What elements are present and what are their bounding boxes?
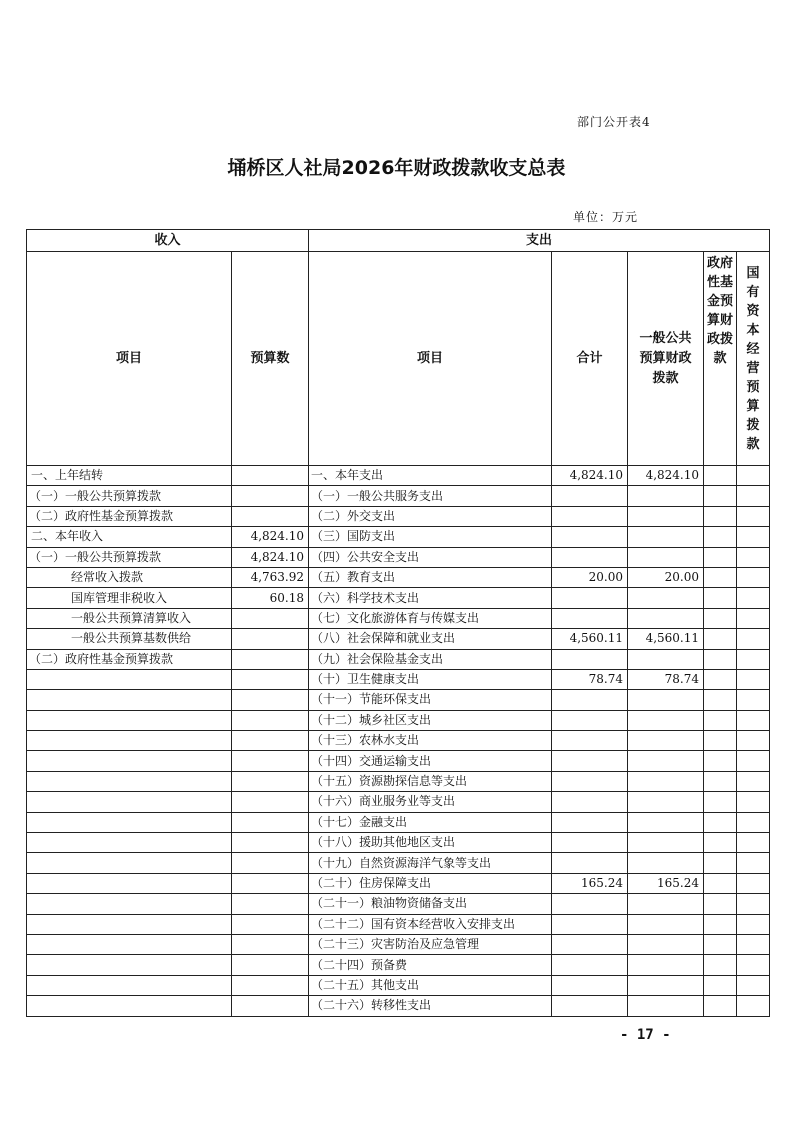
table-row	[27, 486, 770, 506]
expense-general-budget	[628, 771, 704, 791]
expense-item: （二十一）粮油物资储备支出	[309, 894, 552, 914]
income-item: （一）一般公共预算拨款	[27, 486, 232, 506]
income-item	[27, 996, 232, 1016]
income-item	[27, 853, 232, 873]
income-amount	[232, 690, 309, 710]
expense-gov-fund	[704, 466, 737, 486]
expense-general-budget	[628, 547, 704, 567]
expense-gov-fund	[704, 486, 737, 506]
income-amount	[232, 873, 309, 893]
general-budget-header: 一般公共预算财政拨款	[628, 252, 704, 466]
expense-state-capital	[737, 588, 770, 608]
income-item	[27, 690, 232, 710]
income-amount	[232, 608, 309, 628]
expense-gov-fund	[704, 588, 737, 608]
expense-general-budget	[628, 608, 704, 628]
expense-total	[552, 506, 628, 526]
table-row	[27, 547, 770, 567]
expense-item: （六）科学技术支出	[309, 588, 552, 608]
expense-gov-fund	[704, 996, 737, 1016]
budget-table	[26, 229, 770, 1017]
expense-state-capital	[737, 690, 770, 710]
expense-total	[552, 771, 628, 791]
expense-general-budget	[628, 934, 704, 954]
expense-total	[552, 527, 628, 547]
income-item: （二）政府性基金预算拨款	[27, 506, 232, 526]
expense-item: （七）文化旅游体育与传媒支出	[309, 608, 552, 628]
table-row	[27, 588, 770, 608]
income-amount	[232, 914, 309, 934]
income-amount	[232, 955, 309, 975]
expense-gov-fund	[704, 690, 737, 710]
income-amount	[232, 710, 309, 730]
expense-general-budget	[628, 914, 704, 934]
expense-item: （二十）住房保障支出	[309, 873, 552, 893]
expense-total	[552, 547, 628, 567]
expense-state-capital	[737, 466, 770, 486]
expense-item: （二）外交支出	[309, 506, 552, 526]
expense-total	[552, 955, 628, 975]
income-item: 经常收入拨款	[27, 567, 232, 587]
expense-item: （五）教育支出	[309, 567, 552, 587]
expense-gov-fund	[704, 567, 737, 587]
expense-state-capital	[737, 975, 770, 995]
income-item	[27, 669, 232, 689]
table-row	[27, 731, 770, 751]
expense-total: 4,824.10	[552, 466, 628, 486]
table-row	[27, 873, 770, 893]
income-amount	[232, 934, 309, 954]
income-item	[27, 833, 232, 853]
expense-state-capital	[737, 527, 770, 547]
expense-gov-fund	[704, 934, 737, 954]
expense-gov-fund	[704, 731, 737, 751]
income-item	[27, 873, 232, 893]
income-amount	[232, 669, 309, 689]
expense-general-budget	[628, 996, 704, 1016]
expense-state-capital	[737, 894, 770, 914]
income-amount	[232, 629, 309, 649]
page-number: - 17 -	[620, 1027, 671, 1043]
expense-gov-fund	[704, 629, 737, 649]
expense-general-budget	[628, 812, 704, 832]
expense-item: （二十六）转移性支出	[309, 996, 552, 1016]
income-item-header: 项目	[27, 252, 232, 466]
expense-general-budget: 20.00	[628, 567, 704, 587]
total-header: 合计	[552, 252, 628, 466]
expense-total: 4,560.11	[552, 629, 628, 649]
table-row	[27, 792, 770, 812]
expense-general-budget: 78.74	[628, 669, 704, 689]
table-row	[27, 914, 770, 934]
expense-total	[552, 608, 628, 628]
expense-total	[552, 588, 628, 608]
expense-item: （十九）自然资源海洋气象等支出	[309, 853, 552, 873]
table-row	[27, 629, 770, 649]
table-row	[27, 466, 770, 486]
income-item: 一、上年结转	[27, 466, 232, 486]
expense-state-capital	[737, 751, 770, 771]
expense-item: （十四）交通运输支出	[309, 751, 552, 771]
income-item	[27, 812, 232, 832]
expense-state-capital	[737, 649, 770, 669]
expense-general-budget	[628, 975, 704, 995]
income-item: （二）政府性基金预算拨款	[27, 649, 232, 669]
income-item	[27, 934, 232, 954]
expense-item: 一、本年支出	[309, 466, 552, 486]
table-row	[27, 690, 770, 710]
income-amount	[232, 649, 309, 669]
income-amount	[232, 731, 309, 751]
income-amount	[232, 771, 309, 791]
state-capital-header: 国有资本经营预算拨款	[737, 252, 770, 466]
expense-item: （九）社会保险基金支出	[309, 649, 552, 669]
income-header: 收入	[27, 230, 309, 252]
expense-state-capital	[737, 833, 770, 853]
expense-item: （四）公共安全支出	[309, 547, 552, 567]
expense-general-budget	[628, 486, 704, 506]
expense-total	[552, 792, 628, 812]
gov-fund-header: 政府性基金预算财政拨款	[704, 252, 737, 466]
income-amount	[232, 506, 309, 526]
table-row	[27, 894, 770, 914]
expense-state-capital	[737, 506, 770, 526]
expense-gov-fund	[704, 975, 737, 995]
expense-state-capital	[737, 710, 770, 730]
expense-state-capital	[737, 996, 770, 1016]
expense-gov-fund	[704, 649, 737, 669]
income-budget-header: 预算数	[232, 252, 309, 466]
expense-gov-fund	[704, 669, 737, 689]
expense-item: （二十三）灾害防治及应急管理	[309, 934, 552, 954]
expense-state-capital	[737, 914, 770, 934]
table-row	[27, 649, 770, 669]
expense-item: （十一）节能环保支出	[309, 690, 552, 710]
table-row	[27, 608, 770, 628]
income-item	[27, 955, 232, 975]
income-item	[27, 771, 232, 791]
expense-gov-fund	[704, 833, 737, 853]
expense-state-capital	[737, 608, 770, 628]
table-row	[27, 527, 770, 547]
expense-state-capital	[737, 669, 770, 689]
expense-total	[552, 710, 628, 730]
expense-item: （二十五）其他支出	[309, 975, 552, 995]
income-item: （一）一般公共预算拨款	[27, 547, 232, 567]
income-item: 二、本年收入	[27, 527, 232, 547]
expense-gov-fund	[704, 914, 737, 934]
expense-item: （十八）援助其他地区支出	[309, 833, 552, 853]
expense-item: （十五）资源勘探信息等支出	[309, 771, 552, 791]
income-amount: 4,824.10	[232, 527, 309, 547]
expense-gov-fund	[704, 527, 737, 547]
expense-state-capital	[737, 629, 770, 649]
expense-item: （二十二）国有资本经营收入安排支出	[309, 914, 552, 934]
table-row	[27, 975, 770, 995]
document-tag: 部门公开表4	[577, 115, 651, 129]
expense-general-budget	[628, 690, 704, 710]
expense-general-budget	[628, 792, 704, 812]
expense-total	[552, 934, 628, 954]
expense-general-budget	[628, 751, 704, 771]
table-row	[27, 771, 770, 791]
expense-total	[552, 833, 628, 853]
expense-state-capital	[737, 934, 770, 954]
income-amount	[232, 466, 309, 486]
income-amount	[232, 486, 309, 506]
expense-state-capital	[737, 731, 770, 751]
expense-state-capital	[737, 486, 770, 506]
expense-total	[552, 894, 628, 914]
expense-item: （八）社会保障和就业支出	[309, 629, 552, 649]
income-item: 国库管理非税收入	[27, 588, 232, 608]
income-amount	[232, 833, 309, 853]
expense-gov-fund	[704, 894, 737, 914]
expense-gov-fund	[704, 771, 737, 791]
income-item	[27, 710, 232, 730]
table-row	[27, 751, 770, 771]
income-item	[27, 751, 232, 771]
table-row	[27, 955, 770, 975]
table-row	[27, 669, 770, 689]
expense-gov-fund	[704, 608, 737, 628]
income-amount	[232, 751, 309, 771]
income-amount: 4,763.92	[232, 567, 309, 587]
table-row	[27, 833, 770, 853]
expense-general-budget	[628, 527, 704, 547]
expense-gov-fund	[704, 812, 737, 832]
expense-general-budget	[628, 649, 704, 669]
expense-state-capital	[737, 792, 770, 812]
income-amount	[232, 812, 309, 832]
expense-state-capital	[737, 955, 770, 975]
table-row	[27, 996, 770, 1016]
expense-gov-fund	[704, 853, 737, 873]
expense-gov-fund	[704, 710, 737, 730]
expense-item: （十二）城乡社区支出	[309, 710, 552, 730]
expense-general-budget: 4,824.10	[628, 466, 704, 486]
table-row	[27, 506, 770, 526]
income-amount: 60.18	[232, 588, 309, 608]
expense-gov-fund	[704, 547, 737, 567]
expense-total	[552, 812, 628, 832]
table-row	[27, 853, 770, 873]
income-amount	[232, 853, 309, 873]
expense-item: （三）国防支出	[309, 527, 552, 547]
expense-total	[552, 853, 628, 873]
expense-item: （十七）金融支出	[309, 812, 552, 832]
income-amount	[232, 996, 309, 1016]
expense-general-budget: 4,560.11	[628, 629, 704, 649]
expense-header: 支出	[309, 230, 770, 252]
expense-total	[552, 751, 628, 771]
expense-item-header: 项目	[309, 252, 552, 466]
expense-item: （二十四）预备费	[309, 955, 552, 975]
expense-state-capital	[737, 853, 770, 873]
income-amount	[232, 792, 309, 812]
table-row	[27, 934, 770, 954]
expense-state-capital	[737, 873, 770, 893]
expense-total	[552, 649, 628, 669]
expense-general-budget	[628, 506, 704, 526]
expense-general-budget	[628, 894, 704, 914]
expense-total	[552, 996, 628, 1016]
income-item	[27, 731, 232, 751]
expense-item: （十六）商业服务业等支出	[309, 792, 552, 812]
income-item: 一般公共预算基数供给	[27, 629, 232, 649]
expense-total: 20.00	[552, 567, 628, 587]
expense-gov-fund	[704, 792, 737, 812]
expense-total	[552, 486, 628, 506]
income-amount	[232, 894, 309, 914]
expense-general-budget: 165.24	[628, 873, 704, 893]
income-item	[27, 975, 232, 995]
expense-general-budget	[628, 955, 704, 975]
table-row	[27, 567, 770, 587]
expense-gov-fund	[704, 751, 737, 771]
expense-state-capital	[737, 547, 770, 567]
expense-total: 78.74	[552, 669, 628, 689]
income-item	[27, 914, 232, 934]
expense-total	[552, 914, 628, 934]
expense-general-budget	[628, 588, 704, 608]
expense-total	[552, 690, 628, 710]
income-item: 一般公共预算清算收入	[27, 608, 232, 628]
expense-item: （十）卫生健康支出	[309, 669, 552, 689]
expense-gov-fund	[704, 955, 737, 975]
expense-general-budget	[628, 833, 704, 853]
expense-general-budget	[628, 710, 704, 730]
expense-state-capital	[737, 812, 770, 832]
expense-state-capital	[737, 567, 770, 587]
expense-total	[552, 975, 628, 995]
expense-total	[552, 731, 628, 751]
page-title: 埇桥区人社局2026年财政拨款收支总表	[227, 157, 566, 179]
expense-state-capital	[737, 771, 770, 791]
table-row	[27, 710, 770, 730]
income-item	[27, 894, 232, 914]
income-amount	[232, 975, 309, 995]
unit-label: 单位：万元	[573, 210, 639, 224]
expense-item: （十三）农林水支出	[309, 731, 552, 751]
expense-general-budget	[628, 731, 704, 751]
expense-general-budget	[628, 853, 704, 873]
expense-gov-fund	[704, 873, 737, 893]
income-item	[27, 792, 232, 812]
table-row	[27, 812, 770, 832]
expense-gov-fund	[704, 506, 737, 526]
expense-total: 165.24	[552, 873, 628, 893]
expense-item: （一）一般公共服务支出	[309, 486, 552, 506]
income-amount: 4,824.10	[232, 547, 309, 567]
